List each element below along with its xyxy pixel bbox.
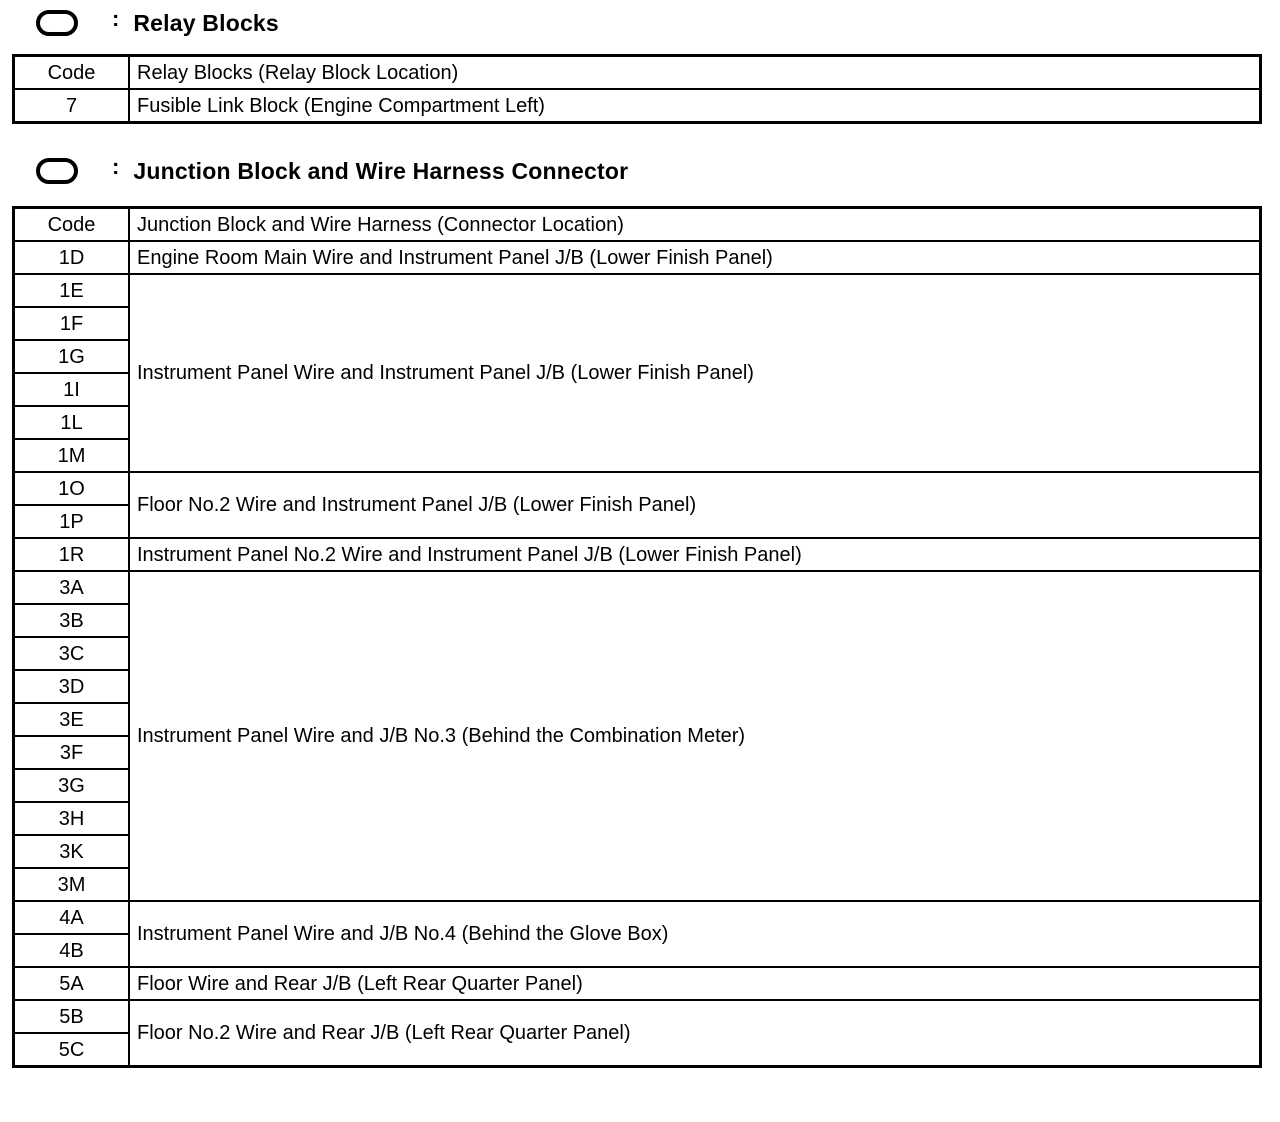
relay-block-symbol-icon	[36, 10, 78, 36]
code-cell: 3F	[14, 736, 130, 769]
relay-blocks-colon: :	[112, 6, 120, 31]
table-row	[14, 571, 1261, 604]
relay-blocks-title: Relay Blocks	[133, 9, 279, 36]
code-cell: 7	[14, 89, 130, 123]
code-cell: 3K	[14, 835, 130, 868]
table-row	[14, 472, 1261, 505]
code-cell: 1R	[14, 538, 130, 571]
code-cell: 3E	[14, 703, 130, 736]
code-cell: 4A	[14, 901, 130, 934]
table-header-row	[14, 56, 1261, 90]
junction-block-colon: :	[112, 154, 120, 179]
table-row	[14, 1000, 1261, 1033]
code-cell: 1D	[14, 241, 130, 274]
location-cell: Instrument Panel Wire and J/B No.3 (Behind the Combination Meter)	[129, 571, 1261, 901]
code-cell: 1G	[14, 340, 130, 373]
junction-block-title: Junction Block and Wire Harness Connector	[133, 157, 629, 184]
relay-blocks-table	[12, 54, 1262, 124]
code-cell: 1P	[14, 505, 130, 538]
table-row	[14, 89, 1261, 123]
code-cell: 1E	[14, 274, 130, 307]
code-cell: 3B	[14, 604, 130, 637]
code-cell: 1M	[14, 439, 130, 472]
junction-block-table	[12, 206, 1262, 1068]
code-cell: 1L	[14, 406, 130, 439]
location-cell: Instrument Panel No.2 Wire and Instrument Panel J/B (Lower Finish Panel)	[129, 538, 1261, 571]
code-header: Code	[14, 208, 130, 242]
location-header: Junction Block and Wire Harness (Connector Location)	[129, 208, 1261, 242]
code-header: Code	[14, 56, 130, 90]
location-cell: Instrument Panel Wire and J/B No.4 (Behind the Glove Box)	[129, 901, 1261, 967]
table-row	[14, 901, 1261, 934]
code-cell: 3G	[14, 769, 130, 802]
table-row	[14, 538, 1261, 571]
code-cell: 4B	[14, 934, 130, 967]
location-cell: Fusible Link Block (Engine Compartment Left)	[129, 89, 1261, 123]
junction-block-symbol-icon	[36, 158, 78, 184]
code-cell: 3C	[14, 637, 130, 670]
code-cell: 3D	[14, 670, 130, 703]
table-row	[14, 967, 1261, 1000]
location-cell: Floor No.2 Wire and Rear J/B (Left Rear Quarter Panel)	[129, 1000, 1261, 1067]
code-cell: 3A	[14, 571, 130, 604]
location-cell: Instrument Panel Wire and Instrument Panel J/B (Lower Finish Panel)	[129, 274, 1261, 472]
location-cell: Floor No.2 Wire and Instrument Panel J/B (Lower Finish Panel)	[129, 472, 1261, 538]
code-cell: 3H	[14, 802, 130, 835]
code-cell: 5C	[14, 1033, 130, 1067]
code-cell: 5B	[14, 1000, 130, 1033]
code-cell: 1O	[14, 472, 130, 505]
relay-blocks-heading	[36, 5, 279, 41]
location-header: Relay Blocks (Relay Block Location)	[129, 56, 1261, 90]
code-cell: 1F	[14, 307, 130, 340]
table-row	[14, 241, 1261, 274]
junction-block-heading	[36, 153, 628, 189]
table-row	[14, 274, 1261, 307]
location-cell: Engine Room Main Wire and Instrument Panel J/B (Lower Finish Panel)	[129, 241, 1261, 274]
code-cell: 3M	[14, 868, 130, 901]
table-header-row	[14, 208, 1261, 242]
code-cell: 5A	[14, 967, 130, 1000]
location-cell: Floor Wire and Rear J/B (Left Rear Quarter Panel)	[129, 967, 1261, 1000]
code-cell: 1I	[14, 373, 130, 406]
